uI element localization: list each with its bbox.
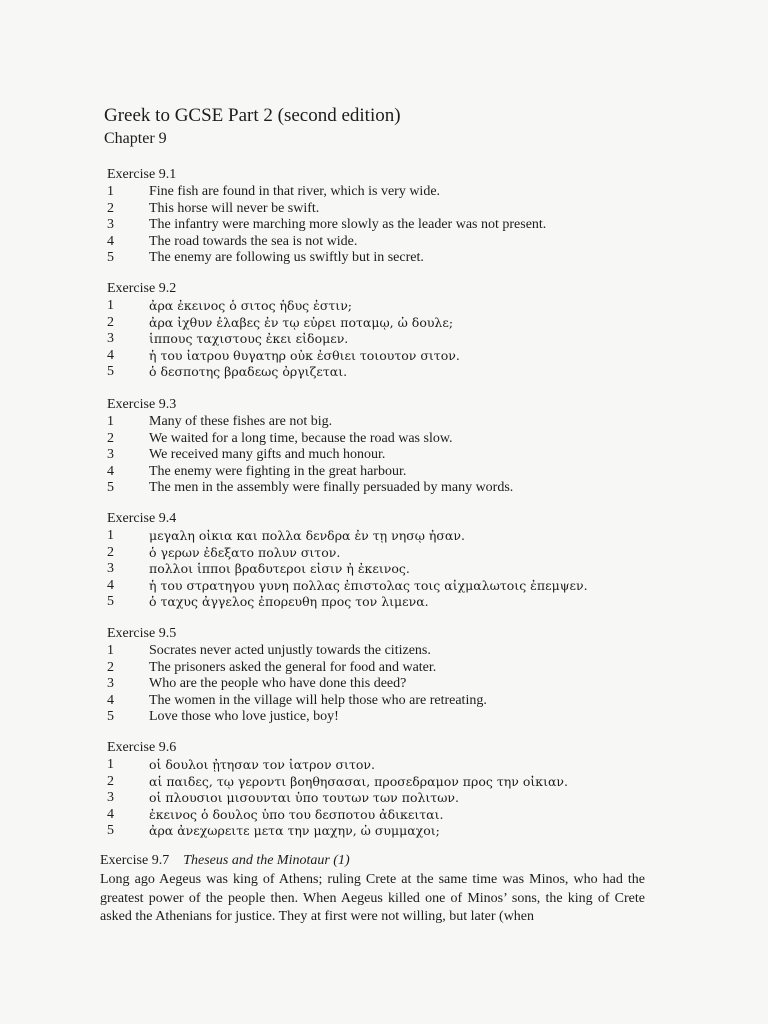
answer-text: οἱ πλουσιοι μισουνται ὑπο τουτων των πολιτων. — [149, 790, 459, 805]
answer-text: The prisoners asked the general for food and water. — [149, 659, 437, 675]
line-number: 5 — [107, 364, 114, 379]
answer-text: The women in the village will help those who are retreating. — [149, 692, 487, 708]
line-number: 1 — [107, 528, 114, 543]
line-number: 5 — [107, 594, 114, 609]
line-number: 1 — [107, 643, 114, 658]
answer-line — [107, 250, 667, 267]
exercise-heading: Exercise 9.6 — [107, 740, 177, 755]
answer-line — [107, 217, 667, 234]
answer-line — [107, 480, 667, 497]
chapter-heading: Chapter 9 — [104, 130, 167, 147]
line-number: 4 — [107, 806, 114, 822]
exercise-9-6 — [107, 739, 667, 840]
line-number: 4 — [107, 233, 114, 249]
answer-text: ἱππους ταχιστους ἐκει εἰδομεν. — [149, 331, 349, 346]
exercise-heading-label: Exercise 9.7 — [100, 853, 170, 868]
answer-line — [107, 464, 667, 481]
answer-line — [107, 201, 667, 218]
answer-line — [107, 331, 667, 348]
answer-text: ἀρα ἐκεινος ὁ σιτος ἡδυς ἐστιν; — [149, 298, 353, 313]
answer-text: ἀρα ἀνεχωρειτε μετα την μαχην, ὠ συμμαχοι; — [149, 823, 440, 838]
line-number: 3 — [107, 217, 114, 232]
answer-text: Fine fish are found in that river, which is very wide. — [149, 184, 441, 199]
answer-line — [107, 315, 667, 332]
exercise-9-1 — [107, 166, 667, 267]
answer-text: αἱ παιδες, τῳ γεροντι βοηθησασαι, προσεδραμον προς την οἰκιαν. — [149, 773, 568, 789]
answer-line — [107, 431, 667, 448]
answer-line — [107, 709, 667, 726]
answer-text: ἡ του στρατηγου γυνη πολλας ἐπιστολας τοις αἰχμαλωτοις ἐπεμψεν. — [149, 577, 588, 593]
exercise-heading: Exercise 9.2 — [107, 281, 177, 296]
line-number: 5 — [107, 823, 114, 838]
answer-text: The enemy are following us swiftly but in secret. — [149, 250, 424, 265]
answer-line — [107, 364, 667, 381]
answer-text: We waited for a long time, because the road was slow. — [149, 430, 453, 446]
answer-text: ὁ δεσποτης βραδεως ὀργιζεται. — [149, 364, 348, 379]
answer-text: ὁ γερων ἐδεξατο πολυν σιτον. — [149, 544, 341, 560]
answer-line — [107, 414, 667, 431]
answer-line — [107, 578, 667, 595]
document-title: Greek to GCSE Part 2 (second edition) — [104, 105, 401, 126]
line-number: 2 — [107, 314, 114, 330]
line-number: 5 — [107, 250, 114, 265]
answer-line — [107, 447, 667, 464]
answer-line — [107, 790, 667, 807]
answer-text: This horse will never be swift. — [149, 200, 320, 216]
exercise-paragraph: Long ago Aegeus was king of Athens; ruling Crete at the same time was Minos, who had the greatest power of the people then. When Aegeus killed one of Minos’ sons, the king of Crete asked the Athenians for justice. They at first were not willing, but later (when — [100, 872, 645, 924]
answer-line — [107, 234, 667, 251]
answer-line — [107, 676, 667, 693]
line-number: 2 — [107, 773, 114, 789]
answer-text: The men in the assembly were finally persuaded by many words. — [149, 480, 514, 495]
answer-text: οἱ δουλοι ᾐτησαν τον ἰατρον σιτον. — [149, 757, 375, 772]
line-number: 4 — [107, 463, 114, 479]
exercise-heading: Exercise 9.1 — [107, 167, 177, 182]
exercise-9-4 — [107, 510, 667, 611]
answer-line — [107, 348, 667, 365]
exercise-9-2 — [107, 280, 667, 381]
line-number: 3 — [107, 561, 114, 576]
answer-line — [107, 643, 667, 660]
line-number: 3 — [107, 790, 114, 805]
exercise-heading — [100, 852, 660, 871]
answer-line — [107, 807, 667, 824]
answer-line — [107, 823, 667, 840]
exercise-subtitle: Theseus and the Minotaur (1) — [183, 853, 350, 868]
line-number: 5 — [107, 480, 114, 495]
line-number: 2 — [107, 659, 114, 675]
line-number: 1 — [107, 414, 114, 429]
exercise-9-3 — [107, 396, 667, 497]
answer-text: Who are the people who have done this deed? — [149, 676, 407, 691]
line-number: 1 — [107, 298, 114, 313]
answer-text: The road towards the sea is not wide. — [149, 233, 358, 249]
exercise-heading: Exercise 9.5 — [107, 626, 177, 641]
line-number: 4 — [107, 692, 114, 708]
answer-line — [107, 545, 667, 562]
answer-text: Socrates never acted unjustly towards the citizens. — [149, 643, 431, 658]
line-number: 2 — [107, 544, 114, 560]
line-number: 2 — [107, 430, 114, 446]
answer-text: πολλοι ἱπποι βραδυτεροι εἰσιν ἠ ἐκεινος. — [149, 561, 410, 576]
exercise-heading: Exercise 9.4 — [107, 511, 177, 526]
answer-text: ἀρα ἰχθυν ἐλαβες ἐν τῳ εὐρει ποταμῳ, ὠ δουλε; — [149, 314, 454, 330]
line-number: 1 — [107, 184, 114, 199]
answer-text: We received many gifts and much honour. — [149, 447, 386, 462]
line-number: 1 — [107, 757, 114, 772]
answer-text: The enemy were fighting in the great harbour. — [149, 463, 407, 479]
answer-line — [107, 757, 667, 774]
line-number: 3 — [107, 447, 114, 462]
answer-text: μεγαλη οἰκια και πολλα δενδρα ἐν τῃ νησῳ ἠσαν. — [149, 528, 465, 543]
answer-line — [107, 594, 667, 611]
answer-text: ὁ ταχυς ἀγγελος ἐπορευθη προς τον λιμενα. — [149, 594, 429, 609]
line-number: 4 — [107, 577, 114, 593]
line-number: 3 — [107, 676, 114, 691]
answer-text: Many of these fishes are not big. — [149, 414, 333, 429]
line-number: 4 — [107, 347, 114, 363]
answer-text: ἡ του ἰατρου θυγατηρ οὐκ ἐσθιει τοιουτον σιτον. — [149, 347, 460, 363]
answer-line — [107, 660, 667, 677]
answer-line — [107, 774, 667, 791]
answer-text: Love those who love justice, boy! — [149, 709, 339, 724]
answer-text: The infantry were marching more slowly as the leader was not present. — [149, 217, 547, 232]
answer-line — [107, 693, 667, 710]
answer-text: ἐκεινος ὁ δουλος ὑπο του δεσποτου ἀδικειται. — [149, 806, 444, 822]
exercise-9-7 — [100, 852, 660, 927]
answer-line — [107, 184, 667, 201]
exercise-heading: Exercise 9.3 — [107, 397, 177, 412]
line-number: 2 — [107, 200, 114, 216]
answer-line — [107, 298, 667, 315]
exercise-9-5 — [107, 625, 667, 726]
line-number: 5 — [107, 709, 114, 724]
line-number: 3 — [107, 331, 114, 346]
answer-line — [107, 528, 667, 545]
answer-line — [107, 561, 667, 578]
